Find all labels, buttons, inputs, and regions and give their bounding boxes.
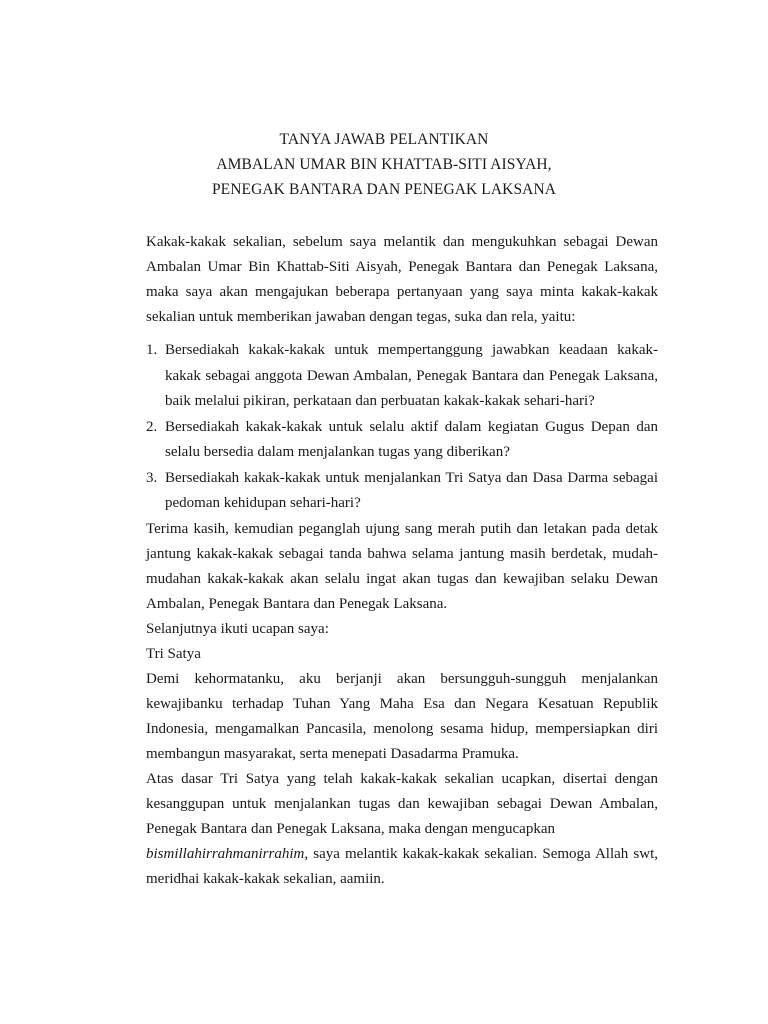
closing-paragraph [146,767,658,892]
title-line-3: PENEGAK BANTARA DAN PENEGAK LAKSANA [211,181,557,198]
document-title [0,127,768,202]
list-item [146,338,658,415]
list-number: 2. [146,418,158,435]
list-number: 3. [146,469,158,486]
list-item-text: Bersediakah kakak-kakak untuk menjalankan Tri Satya dan Dasa Darma sebagai pedoman kehidupan sehari-hari? [165,469,658,511]
tri-satya-heading: Tri Satya [146,645,201,662]
closing-text-before: Atas dasar Tri Satya yang telah kakak-kakak sekalian ucapkan, disertai dengan kesanggupan untuk menjalankan tugas dan kewajiban sebagai Dewan Ambalan, Penegak Bantara dan Penegak Laksana, maka dengan mengucapkan [146,770,658,837]
list-item-text: Bersediakah kakak-kakak untuk selalu aktif dalam kegiatan Gugus Depan dan selalu bersedia dalam menjalankan tugas yang diberikan? [165,418,658,460]
oath-paragraph: Demi kehormatanku, aku berjanji akan bersungguh-sungguh menjalankan kewajibanku terhadap Tuhan Yang Maha Esa dan Negara Kesatuan Republik Indonesia, mengamalkan Pancasila, menolong sesama hidup, mempersiapkan diri membangun masyarakat, serta menepati Dasadarma Pramuka. [146,670,658,762]
list-item [146,466,658,517]
list-item-text: Bersediakah kakak-kakak untuk mempertanggung jawabkan keadaan kakak-kakak sebagai anggota Dewan Ambalan, Penegak Bantara dan Penegak Laksana, baik melalui pikiran, perkataan dan perbuatan kakak-kakak sehari-hari? [165,342,658,409]
question-list [146,338,658,517]
intro-paragraph: Kakak-kakak sekalian, sebelum saya melantik dan mengukuhkan sebagai Dewan Ambalan Umar Bin Khattab-Siti Aisyah, Penegak Bantara dan Penegak Laksana, maka saya akan mengajukan beberapa pertanyaan yang saya minta kakak-kakak sekalian untuk memberikan jawaban dengan tegas, suka dan rela, yaitu: [146,234,658,325]
title-line-2: AMBALAN UMAR BIN KHATTAB-SITI AISYAH, [216,156,552,173]
closing-text-italic: bismillahirrahmanirrahim, [146,845,309,862]
thanks-paragraph: Terima kasih, kemudian peganglah ujung sang merah putih dan letakan pada detak jantung kakak-kakak sebagai tanda bahwa selama jantung masih berdetak, mudah-mudahan kakak-kakak akan selalu ingat akan tugas dan kewajiban selaku Dewan Ambalan, Penegak Bantara dan Penegak Laksana. [146,520,658,612]
follow-line: Selanjutnya ikuti ucapan saya: [146,620,329,637]
document-body [146,230,658,892]
list-number: 1. [146,342,158,358]
list-item [146,415,658,466]
closing-text-after: saya melantik kakak-kakak sekalian. Semoga Allah swt, meridhai kakak-kakak sekalian, aamiin. [146,845,658,887]
title-line-1: TANYA JAWAB PELANTIKAN [279,131,489,148]
